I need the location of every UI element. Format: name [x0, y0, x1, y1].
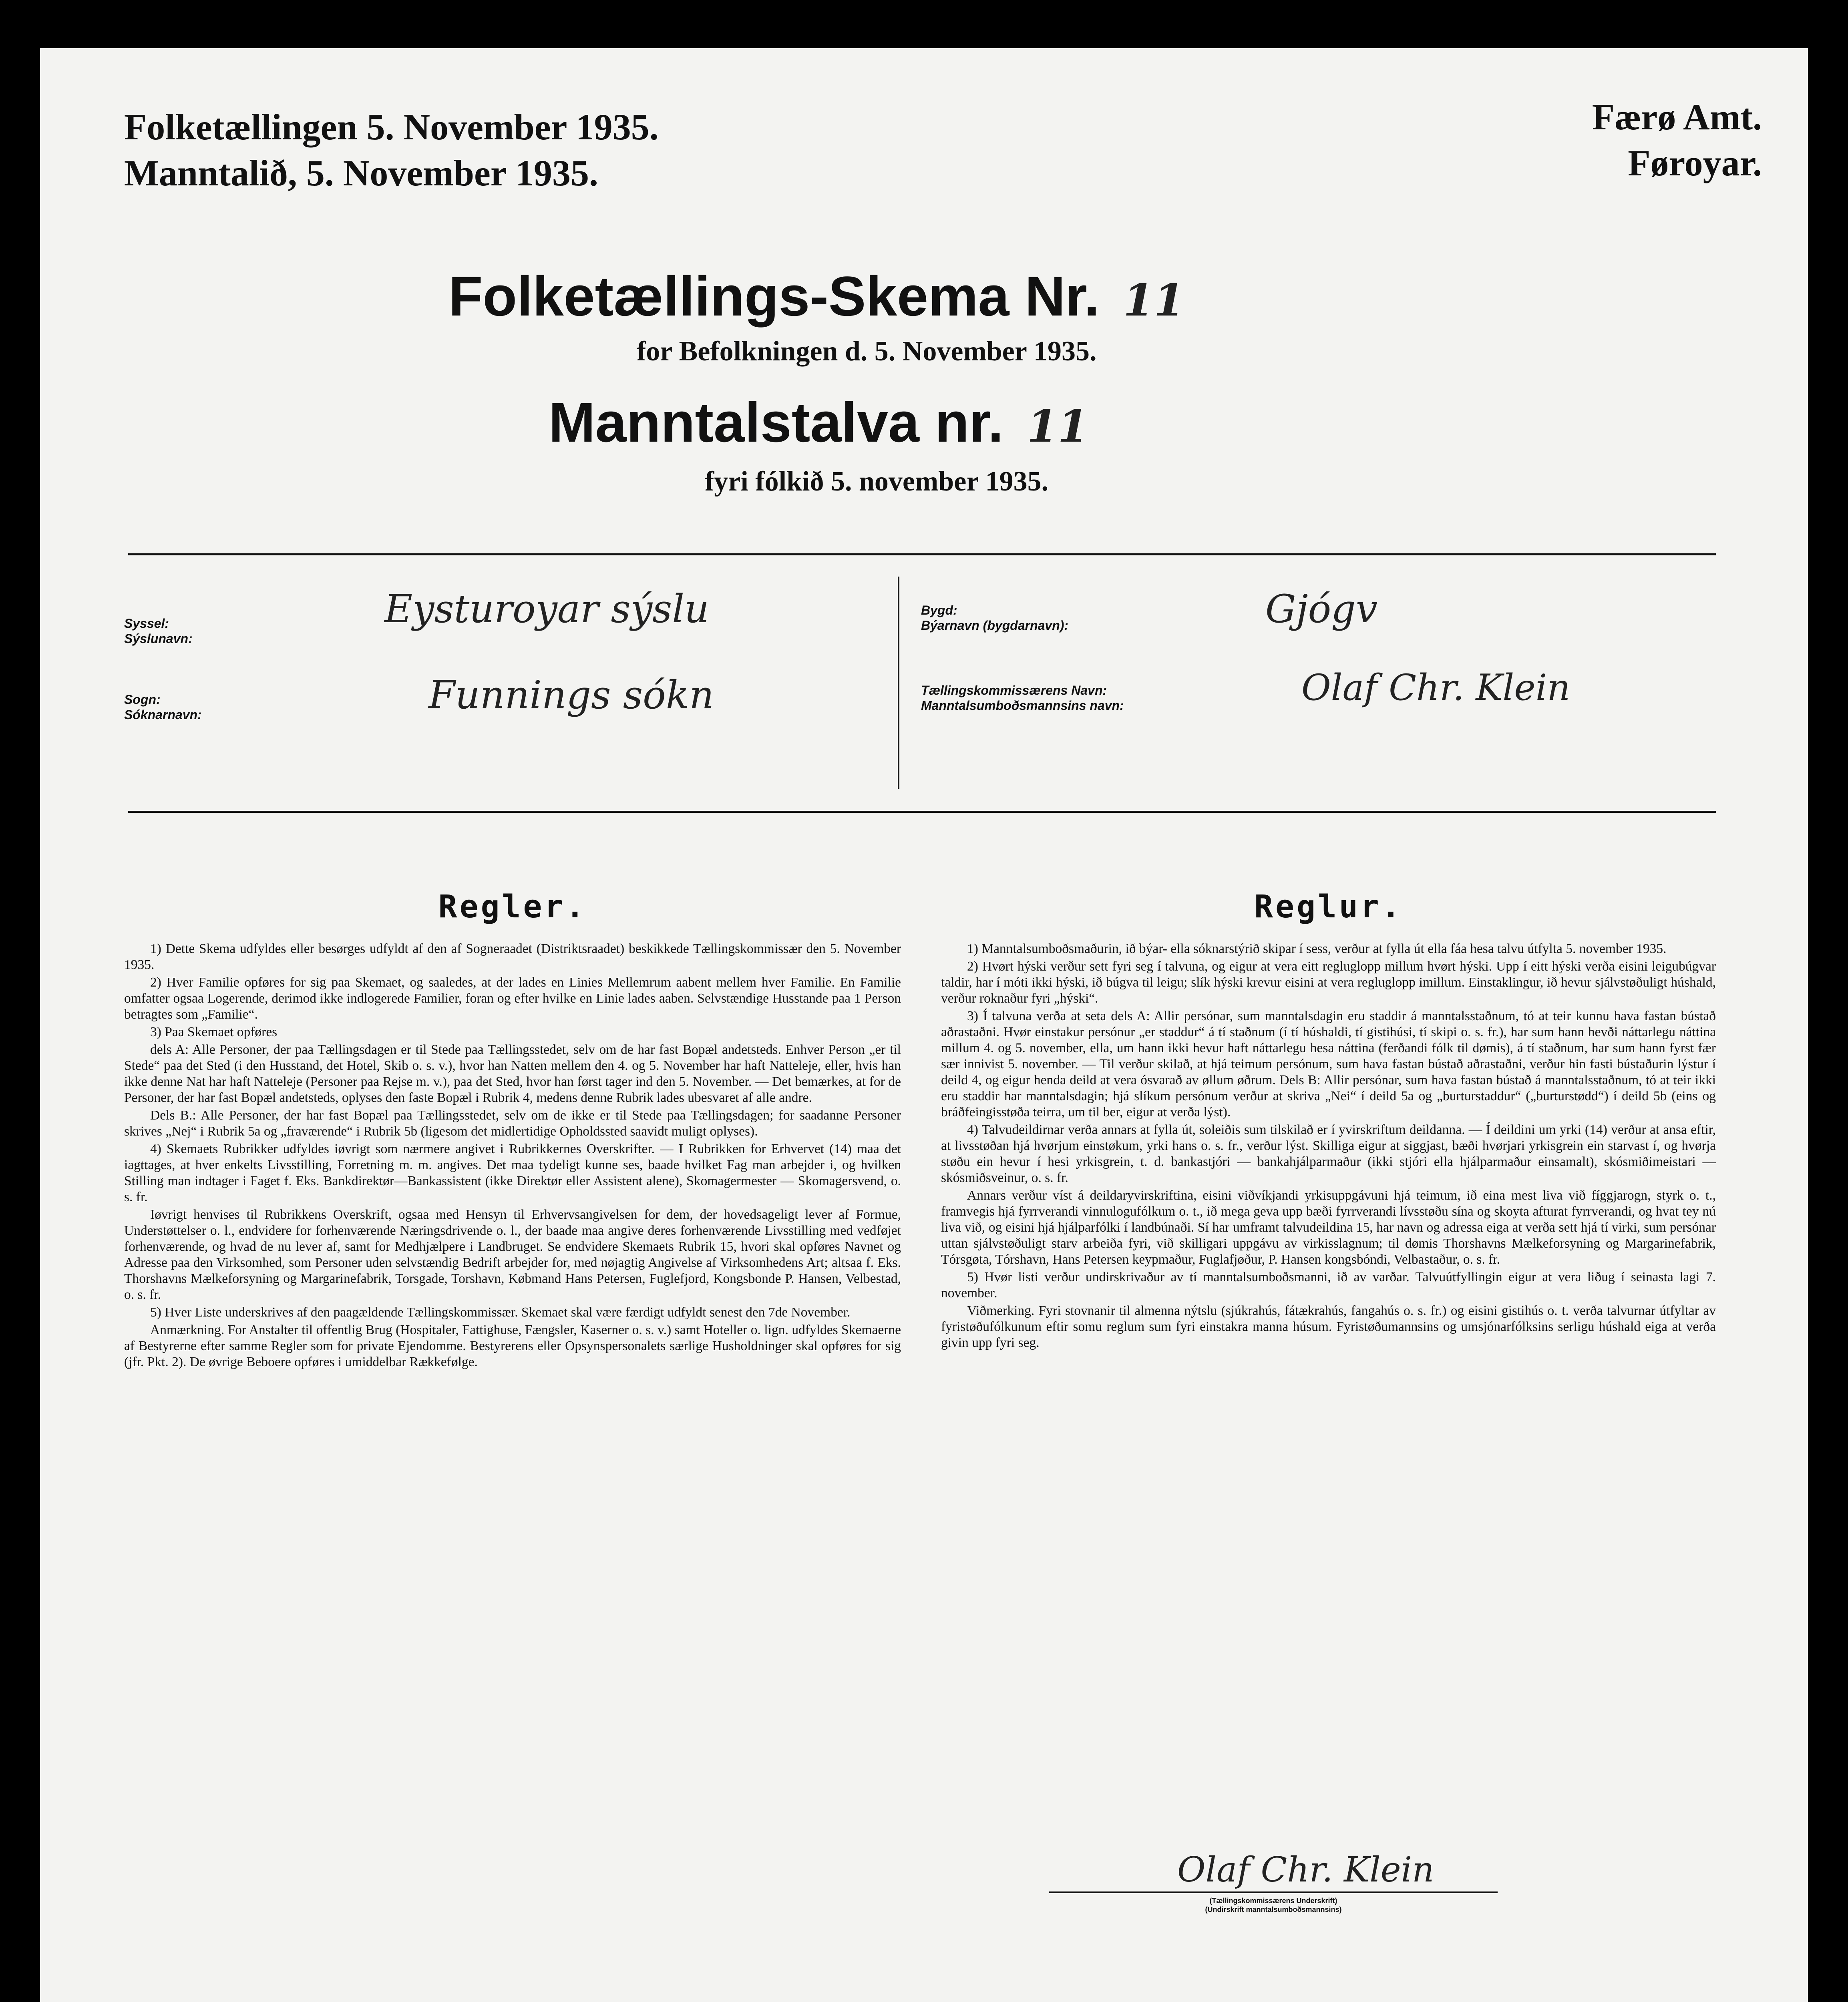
- field-box-divider: [898, 577, 899, 789]
- signature-caption: [1049, 1896, 1385, 1914]
- reglur-paragraph: Viðmerking. Fyri stovnanir til almenna nýtslu (sjúkrahús, fátækrahús, fangahús o. s. fr.) og eisini gistihús o. t. verða talvurnar útfyltar av fyristøðufólkunum eftir somu reglum sum fyri einstakra manna húsum. Fyristøðumannsins og umsjónarfólksins serligu húshald eiga at verða givin upp fyri seg.: [941, 1303, 1716, 1350]
- header-right-line1: Færø Amt.: [1592, 96, 1762, 137]
- skema-title-text: Folketællings-Skema Nr.: [448, 265, 1100, 328]
- skema-title: [448, 264, 1184, 332]
- skema-number: 11: [1123, 274, 1185, 326]
- header-left-line1: Folketællingen 5. November 1935.: [124, 107, 659, 147]
- header-right-line2: Føroyar.: [1628, 143, 1762, 183]
- reglur-paragraph: 1) Manntalsumboðsmaðurin, ið býar- ella sóknarstýrið skipar í sess, verður at fylla út ella fáa hesa talvu útfylta 5. november 1935.: [967, 941, 1667, 956]
- signature-caption-fo: (Undirskrift manntalsumboðsmannsins): [1205, 1906, 1342, 1914]
- signature-name: Olaf Chr. Klein: [1177, 1850, 1434, 1890]
- komm-value: Olaf Chr. Klein: [1301, 667, 1570, 709]
- bygd-value: Gjógv: [1265, 587, 1377, 631]
- reglur-paragraph: 2) Hvørt hýski verður sett fyri seg í talvuna, og eigur at vera eitt regluglopp millum hvørt hýski. Upp í eitt hýski verða eisini leigubúgvar taldir, har í móti ikki hýski, ið búgva til leigu; slík hýski krevur eisini at vera regluglopp imillum. Einstaklingur, ið hevur sjálvstøðuligt húshald, verður roknaður fyri „hýski“.: [941, 959, 1716, 1006]
- talva-subtitle: fyri fólkið 5. november 1935.: [705, 466, 1049, 497]
- talva-number: 11: [1027, 400, 1088, 452]
- signature-line: [1049, 1891, 1498, 1893]
- regler-body: [124, 941, 901, 1370]
- reglur-heading: Reglur.: [1254, 889, 1403, 925]
- census-form-page: [40, 48, 1808, 2002]
- reglur-section: [941, 889, 1716, 1353]
- regler-paragraph: dels A: Alle Personer, der paa Tællingsdagen er til Stede paa Tællingsstedet, selv om de har fast Bopæl andetsteds. Enhver Person „er til Stede“ paa det Sted (i den Husstand, det Hotel, Skib o. s. v.), hvor han Natten mellem den 4. og 5. November har haft Natteleje, eller, hvis han ikke denne Nat har haft Natteleje (Personer paa Rejse m. v.), paa det Sted, hvor han først tager ind den 5. November. — Det bemærkes, at for de Personer, der har fast Bopæl andetsteds, oplyses den faste Bopæl i Rubrik 4, medens denne Rubrik lades ubesvaret af alle andre.: [124, 1042, 901, 1105]
- regler-paragraph: 4) Skemaets Rubrikker udfyldes iøvrigt som nærmere angivet i Rubrikkernes Overskrifter. — I Rubrikken for Erhvervet (14) maa det iagttages, at hver enkelts Livsstilling, Forretning m. m. angives. Det maa tydeligt kunne ses, baade hvilket Fag man arbejder i, og hvilken Stilling man indtager i Faget f. Eks. Bankdirektør—Bankassistent (ikke Direktør eller Assistent alene), Skomagermester — Skomagersvend, o. s. fr.: [124, 1142, 901, 1204]
- header-left-line2: Manntalið, 5. November 1935.: [124, 153, 599, 193]
- regler-paragraph: 5) Hver Liste underskrives af den paagældende Tællingskommissær. Skemaet skal være færdigt udfyldt senest den 7de November.: [150, 1305, 851, 1320]
- talva-title-text: Manntalstalva nr.: [549, 391, 1003, 454]
- skema-subtitle: for Befolkningen d. 5. November 1935.: [637, 336, 1097, 367]
- syssel-label-da: Syssel:: [124, 616, 169, 631]
- syssel-value: Eysturoyar sýslu: [384, 587, 709, 631]
- syssel-label-fo: Sýslunavn:: [124, 631, 193, 646]
- field-box-bottom-rule: [128, 811, 1716, 813]
- header-left: [124, 104, 659, 196]
- signature-block: [1049, 1850, 1498, 1914]
- reglur-paragraph: 4) Talvudeildirnar verða annars at fylla út, soleiðis sum tilskilað er í yvirskriftum deildanna. — Í deildini um yrki (14) verður at ansa eftir, at livsstøðan hjá hvørjum einstøkum, yrki hans o. s. fr., verður lýst. Skilliga eigur at siggjast, bæði hvørjari yrkisgrein ein starvast í, og hvørja støðu ein hevur í hesi yrkisgrein, t. d. bankastjóri — bankahjálparmaður (ikki stjóri ella hjálparmaður einsamalt), skósmiðimeistari — skósmiðsveinur, o. s. fr.: [941, 1122, 1716, 1185]
- bygd-label-fo: Býarnavn (bygdarnavn):: [921, 618, 1069, 633]
- regler-section: [124, 889, 901, 1372]
- regler-paragraph: 1) Dette Skema udfyldes eller besørges udfyldt af den af Sogneraadet (Distriktsraadet) beskikkede Tællingskommissær den 5. November 1935.: [124, 941, 901, 972]
- regler-heading: Regler.: [438, 889, 587, 925]
- komm-label: [921, 683, 1124, 713]
- reglur-paragraph: 5) Hvør listi verður undirskrivaður av tí manntalsumboðsmanni, ið av varðar. Talvuútfyllingin eigur at vera liðug í seinasta lagi 7. november.: [941, 1270, 1716, 1300]
- komm-label-fo: Manntalsumboðsmannsins navn:: [921, 698, 1124, 713]
- sogn-value: Funnings sókn: [428, 673, 714, 718]
- regler-paragraph: 3) Paa Skemaet opføres: [150, 1025, 278, 1039]
- reglur-paragraph: Annars verður víst á deildaryvirskriftina, eisini viðvíkjandi yrkisuppgávuni hjá teimum, ið eina mest liva við fíggjarogn, styrk o. t., framvegis hjá fyrrverandi vinnulogufólkum o. t., ið mega geva upp bæði fyrrverandi lívsstøðu sína og skoyta afturat fyrrverandi, og hvat tey nú liva við, og eisini hjá hjálparfólki í landbúnaði. Sí har umframt talvudeildina 15, har navn og adressa eiga at verða sett hjá tí virki, sum persónar uttan sjálvstøðuligt starv arbeiða fyri, við skilligari uppgávu av virkisslagnum; til dømis Thorshavns Mælkeforsyning og Margarinefabrik, Tórsgøta, Tórshavn, Hans Petersen keypmaður, Fuglafjøður, P. Hansen kongsbóndi, Velbastaður, o. s. fr.: [941, 1188, 1716, 1267]
- syssel-label: [124, 616, 193, 646]
- reglur-paragraph: 3) Í talvuna verða at seta dels A: Allir persónar, sum manntalsdagin eru staddir á manntalsstaðnum, tó at teir kunnu hava fastan bústað aðrastaðni. Hvør einstakur persónur „er staddur“ á tí staðnum (í tí húshaldi, tí gistihúsi, tí skipi o. s. fr.), har sum hann hevði náttarlegu náttina millum 4. og 5. november, ella, um hann ikki hevur haft náttarlegu hesa náttina (ferðandi fólk til dømis), á tí staðnum, har sum hann fyrst fær sær innivist 5. november. — Til verður skilað, at hjá teimum persónum, sum hava fastan bústað aðrastaðni, verður hin fasti bústaðurin lýstur í deild 4, og eigur henda deild at vera ósvarað av øllum øðrum. Dels B: Allir persónar, sum hava fastan bústað á manntalsstaðnum, tó at teir ikki eru staddir har manntalsdagin; hjá slíkum persónum verður at skriva „Nei“ í deild 5a og „burturstaddur“ („burturstødd“) í deild 5b (eins og bráðfeingisstøða teirra, um til ber, eigur at verða lýst).: [941, 1009, 1716, 1120]
- komm-label-da: Tællingskommissærens Navn:: [921, 683, 1107, 697]
- reglur-body: [941, 941, 1716, 1351]
- regler-paragraph: Anmærkning. For Anstalter til offentlig Brug (Hospitaler, Fattighuse, Fængsler, Kaserner o. s. v.) samt Hoteller o. lign. udfyldes Skemaerne af Bestyrerne efter samme Regler som for private Ejendomme. Bestyrerens eller Opsynspersonalets særlige Husholdninger skal opføres for sig (jfr. Pkt. 2). De øvrige Beboere opføres i umiddelbar Rækkefølge.: [124, 1323, 901, 1369]
- bygd-label: [921, 603, 1068, 633]
- regler-paragraph: 2) Hver Familie opføres for sig paa Skemaet, og saaledes, at der lades en Linies Mellemrum aabent mellem hver Familie. En Familie omfatter ogsaa Logerende, derimod ikke indlogerede Familier, foran og efter hvilke en Linie lades aaben. Selvstændige Husstande paa 1 Person betragtes som „Familie“.: [124, 975, 901, 1022]
- sogn-label-fo: Sóknarnavn:: [124, 708, 202, 722]
- talva-title: [549, 390, 1088, 458]
- signature-caption-da: (Tællingskommissærens Underskrift): [1209, 1897, 1337, 1905]
- sogn-label-da: Sogn:: [124, 692, 161, 707]
- regler-paragraph: Iøvrigt henvises til Rubrikkens Overskrift, ogsaa med Hensyn til Erhvervsangivelsen for dem, der hovedsageligt lever af Formue, Understøttelser o. l., endvidere for forhenværende Næringsdrivende o. l., der baade maa angive deres forhenværende Livsstilling med vedføjet forhenværende, og hvad de nu lever af, samt for Medhjælpere i Landbruget. Se endvidere Skemaets Rubrik 15, hvori skal opføres Navnet og Adresse paa den Virksomhed, som Personer uden selvstændig Bedrift arbejder for, med nøjagtig Angivelse af Virksomhedens Art; altsaa f. Eks. Thorshavns Mælkeforsyning og Margarinefabrik, Torsgade, Torshavn, Købmand Hans Petersen, Fuglefjord, Kongsbonde P. Hansen, Velbestad, o. s. fr.: [124, 1207, 901, 1302]
- field-box-top-rule: [128, 553, 1716, 555]
- bygd-label-da: Bygd:: [921, 603, 957, 617]
- sogn-label: [124, 692, 202, 722]
- header-right: [1592, 94, 1762, 186]
- regler-paragraph: Dels B.: Alle Personer, der har fast Bopæl paa Tællingsstedet, selv om de ikke er til Stede paa Tællingsdagen; for saadanne Personer skrives „Nej“ i Rubrik 5a og „fraværende“ i Rubrik 5b (ligesom det midlertidige Opholdssted saavidt muligt oplyses).: [124, 1108, 901, 1139]
